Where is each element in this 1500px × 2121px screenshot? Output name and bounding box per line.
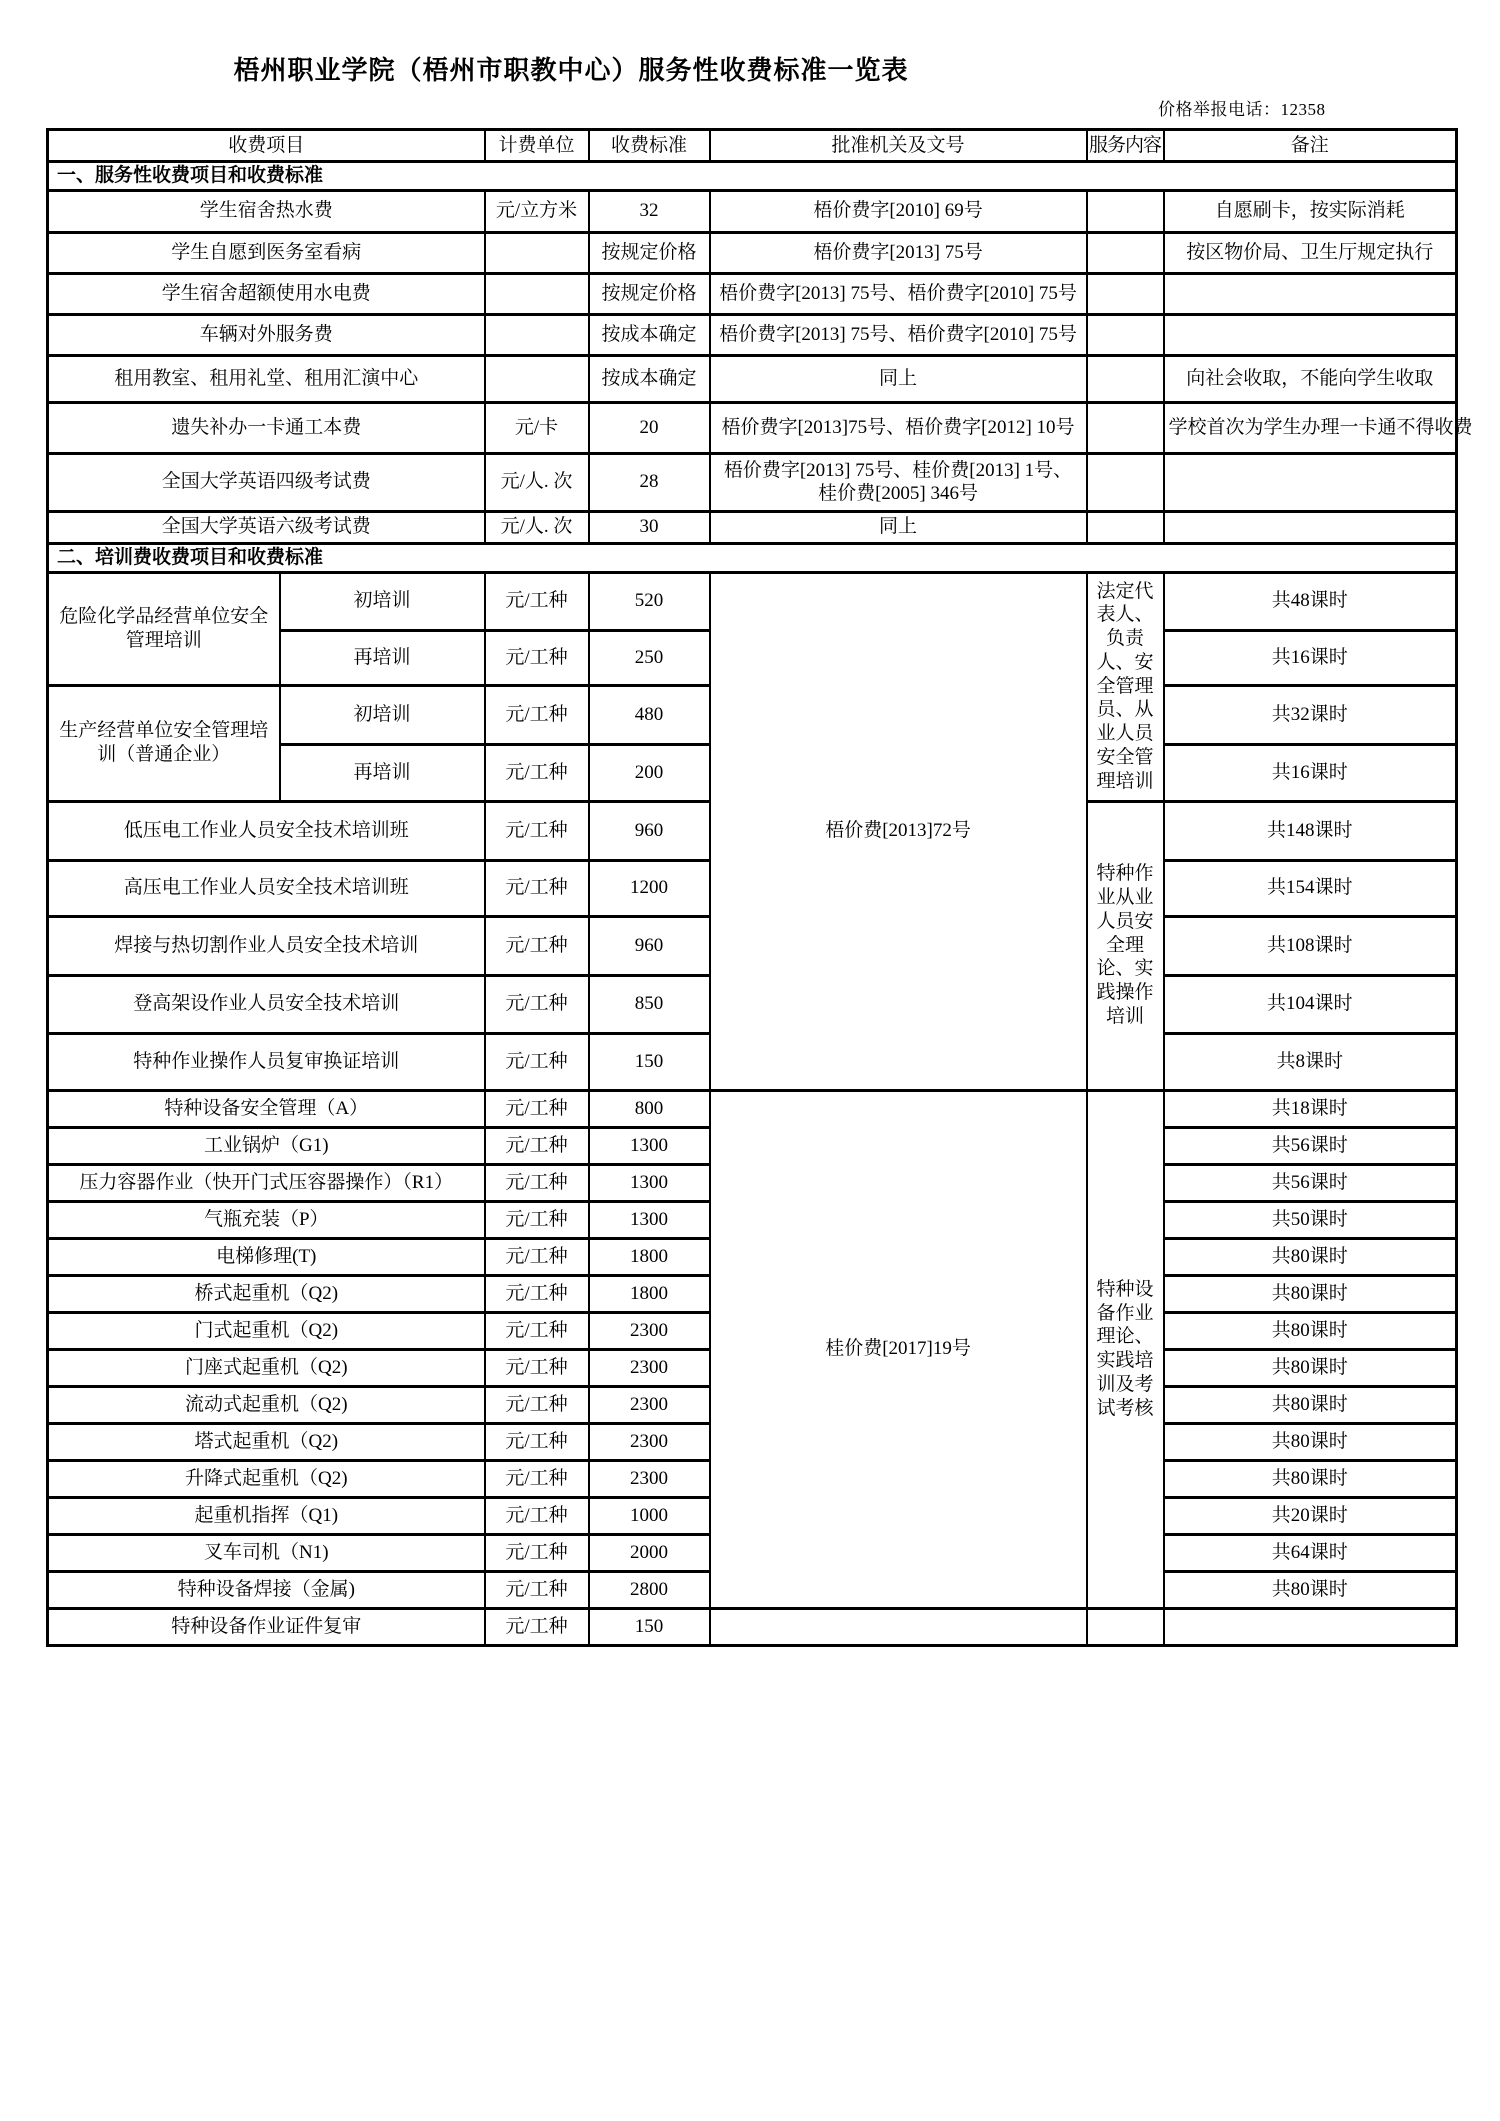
table-row (48, 355, 1457, 402)
item-cell: 全国大学英语六级考试费 (48, 511, 485, 543)
service-cell (1087, 355, 1164, 402)
service-merged-cell: 特种设备作业理论、实践培训及考试考核 (1087, 1090, 1164, 1608)
unit-cell: 元/工种 (485, 1033, 589, 1090)
unit-cell: 元/工种 (485, 1534, 589, 1571)
note-cell: 共16课时 (1164, 744, 1457, 801)
column-header-note: 备注 (1164, 130, 1457, 162)
unit-cell: 元/工种 (485, 1386, 589, 1423)
item-cell: 工业锅炉（G1) (48, 1127, 485, 1164)
unit-cell: 元/工种 (485, 1312, 589, 1349)
note-cell: 自愿刷卡，按实际消耗 (1164, 190, 1457, 232)
authority-cell: 梧价费字[2013] 75号、梧价费字[2010] 75号 (710, 273, 1087, 314)
table-row (48, 190, 1457, 232)
standard-cell: 480 (589, 685, 710, 744)
item-cell: 桥式起重机（Q2) (48, 1275, 485, 1312)
note-cell: 共20课时 (1164, 1497, 1457, 1534)
unit-cell: 元/工种 (485, 1571, 589, 1608)
authority-cell: 同上 (710, 355, 1087, 402)
authority-cell: 梧价费字[2013] 75号、梧价费字[2010] 75号 (710, 314, 1087, 355)
note-cell: 共32课时 (1164, 685, 1457, 744)
unit-cell (485, 314, 589, 355)
note-cell: 共16课时 (1164, 630, 1457, 685)
stage-cell: 再培训 (280, 630, 485, 685)
table-row (48, 314, 1457, 355)
note-cell: 共56课时 (1164, 1127, 1457, 1164)
note-cell: 共148课时 (1164, 801, 1457, 860)
item-cell: 全国大学英语四级考试费 (48, 453, 485, 511)
unit-cell: 元/工种 (485, 744, 589, 801)
authority-cell: 梧价费字[2013] 75号、桂价费[2013] 1号、桂价费[2005] 346号 (710, 453, 1087, 511)
unit-cell: 元/人. 次 (485, 453, 589, 511)
table-row (48, 1090, 1457, 1127)
unit-cell: 元/卡 (485, 402, 589, 453)
unit-cell: 元/工种 (485, 975, 589, 1033)
table-row (48, 232, 1457, 273)
section1-header-row (48, 162, 1457, 191)
item-cell: 特种设备安全管理（A） (48, 1090, 485, 1127)
note-cell: 共80课时 (1164, 1238, 1457, 1275)
item-cell: 低压电工作业人员安全技术培训班 (48, 801, 485, 860)
note-cell: 向社会收取，不能向学生收取 (1164, 355, 1457, 402)
item-cell: 电梯修理(T) (48, 1238, 485, 1275)
service-cell (1087, 190, 1164, 232)
note-cell (1164, 314, 1457, 355)
note-cell: 共80课时 (1164, 1349, 1457, 1386)
note-cell: 共80课时 (1164, 1423, 1457, 1460)
service-cell (1087, 453, 1164, 511)
standard-cell: 1800 (589, 1275, 710, 1312)
authority-cell: 梧价费字[2010] 69号 (710, 190, 1087, 232)
standard-cell: 2300 (589, 1423, 710, 1460)
item-group-cell: 生产经营单位安全管理培训（普通企业） (48, 685, 280, 801)
item-group-cell: 危险化学品经营单位安全管理培训 (48, 572, 280, 685)
standard-cell: 800 (589, 1090, 710, 1127)
page-title: 梧州职业学院（梧州市职教中心）服务性收费标准一览表 (233, 56, 909, 85)
standard-cell: 850 (589, 975, 710, 1033)
note-cell (1164, 511, 1457, 543)
unit-cell: 元/工种 (485, 1090, 589, 1127)
service-cell (1087, 402, 1164, 453)
service-cell (1087, 232, 1164, 273)
table-row (48, 273, 1457, 314)
item-cell: 压力容器作业（快开门式压容器操作）（R1） (48, 1164, 485, 1201)
item-cell: 叉车司机（N1) (48, 1534, 485, 1571)
standard-cell: 20 (589, 402, 710, 453)
table-row (48, 1608, 1457, 1645)
authority-merged-cell: 梧价费[2013]72号 (710, 572, 1087, 1090)
section2-title: 二、培训费收费项目和收费标准 (48, 543, 1457, 572)
standard-cell: 200 (589, 744, 710, 801)
unit-cell: 元/工种 (485, 630, 589, 685)
service-merged-cell: 法定代表人、负责人、安全管理员、从业人员安全管理培训 (1087, 572, 1164, 801)
unit-cell: 元/工种 (485, 860, 589, 916)
item-cell: 门式起重机（Q2) (48, 1312, 485, 1349)
note-cell: 共56课时 (1164, 1164, 1457, 1201)
unit-cell: 元/工种 (485, 1349, 589, 1386)
note-cell: 共80课时 (1164, 1571, 1457, 1608)
standard-cell: 2300 (589, 1460, 710, 1497)
standard-cell: 1300 (589, 1164, 710, 1201)
item-cell: 学生自愿到医务室看病 (48, 232, 485, 273)
item-cell: 气瓶充装（P） (48, 1201, 485, 1238)
standard-cell: 520 (589, 572, 710, 630)
column-header-service: 服务内容 (1087, 130, 1164, 162)
unit-cell: 元/工种 (485, 1608, 589, 1645)
unit-cell: 元/工种 (485, 1238, 589, 1275)
column-header-item: 收费项目 (48, 130, 485, 162)
item-cell: 门座式起重机（Q2) (48, 1349, 485, 1386)
standard-cell: 2800 (589, 1571, 710, 1608)
table-row (48, 511, 1457, 543)
note-cell: 共18课时 (1164, 1090, 1457, 1127)
unit-cell: 元/工种 (485, 572, 589, 630)
item-cell: 登高架设作业人员安全技术培训 (48, 975, 485, 1033)
standard-cell: 2300 (589, 1386, 710, 1423)
standard-cell: 按成本确定 (589, 314, 710, 355)
fee-standard-table (46, 128, 1473, 1647)
price-report-hotline: 价格举报电话：12358 (1158, 100, 1326, 119)
service-merged-cell: 特种作业从业人员安全理论、实践操作培训 (1087, 801, 1164, 1090)
service-cell (1087, 273, 1164, 314)
unit-cell: 元/工种 (485, 801, 589, 860)
unit-cell: 元/工种 (485, 1497, 589, 1534)
item-cell: 特种设备作业证件复审 (48, 1608, 485, 1645)
item-cell: 焊接与热切割作业人员安全技术培训 (48, 916, 485, 975)
unit-cell: 元/工种 (485, 916, 589, 975)
note-cell (1164, 1608, 1457, 1645)
item-cell: 流动式起重机（Q2) (48, 1386, 485, 1423)
standard-cell: 1800 (589, 1238, 710, 1275)
stage-cell: 再培训 (280, 744, 485, 801)
note-cell: 共80课时 (1164, 1386, 1457, 1423)
standard-cell: 32 (589, 190, 710, 232)
item-cell: 特种设备焊接（金属) (48, 1571, 485, 1608)
unit-cell: 元/工种 (485, 685, 589, 744)
column-header-standard: 收费标准 (589, 130, 710, 162)
standard-cell: 按规定价格 (589, 232, 710, 273)
standard-cell: 250 (589, 630, 710, 685)
table-row (48, 572, 1457, 630)
note-cell: 共50课时 (1164, 1201, 1457, 1238)
note-cell: 共8课时 (1164, 1033, 1457, 1090)
standard-cell: 960 (589, 916, 710, 975)
unit-cell (485, 355, 589, 402)
stage-cell: 初培训 (280, 685, 485, 744)
table-row (48, 453, 1457, 511)
item-cell: 学生宿舍热水费 (48, 190, 485, 232)
item-cell: 租用教室、租用礼堂、租用汇演中心 (48, 355, 485, 402)
column-header-unit: 计费单位 (485, 130, 589, 162)
standard-cell: 2000 (589, 1534, 710, 1571)
unit-cell: 元/工种 (485, 1423, 589, 1460)
standard-cell: 1000 (589, 1497, 710, 1534)
authority-cell: 同上 (710, 511, 1087, 543)
note-cell: 共80课时 (1164, 1312, 1457, 1349)
note-cell: 共108课时 (1164, 916, 1457, 975)
note-cell: 共80课时 (1164, 1275, 1457, 1312)
standard-cell: 2300 (589, 1312, 710, 1349)
note-cell (1164, 273, 1457, 314)
standard-cell: 30 (589, 511, 710, 543)
item-cell: 遗失补办一卡通工本费 (48, 402, 485, 453)
unit-cell: 元/工种 (485, 1164, 589, 1201)
section2-header-row (48, 543, 1457, 572)
unit-cell: 元/工种 (485, 1127, 589, 1164)
note-cell: 按区物价局、卫生厅规定执行 (1164, 232, 1457, 273)
standard-cell: 28 (589, 453, 710, 511)
item-cell: 升降式起重机（Q2) (48, 1460, 485, 1497)
note-cell: 共104课时 (1164, 975, 1457, 1033)
authority-cell: 梧价费字[2013] 75号 (710, 232, 1087, 273)
item-cell: 特种作业操作人员复审换证培训 (48, 1033, 485, 1090)
unit-cell: 元/工种 (485, 1275, 589, 1312)
standard-cell: 按规定价格 (589, 273, 710, 314)
authority-merged-cell: 桂价费[2017]19号 (710, 1090, 1087, 1608)
item-cell: 车辆对外服务费 (48, 314, 485, 355)
standard-cell: 2300 (589, 1349, 710, 1386)
note-cell: 共64课时 (1164, 1534, 1457, 1571)
note-cell: 学校首次为学生办理一卡通不得收费 (1164, 402, 1457, 453)
table-header-row (48, 130, 1457, 162)
service-cell (1087, 511, 1164, 543)
standard-cell: 1300 (589, 1127, 710, 1164)
service-cell (1087, 314, 1164, 355)
item-cell: 学生宿舍超额使用水电费 (48, 273, 485, 314)
unit-cell: 元/立方米 (485, 190, 589, 232)
section1-title: 一、服务性收费项目和收费标准 (48, 162, 1457, 191)
item-cell: 高压电工作业人员安全技术培训班 (48, 860, 485, 916)
table-row (48, 402, 1457, 453)
authority-cell: 梧价费字[2013]75号、梧价费字[2012] 10号 (710, 402, 1087, 453)
standard-cell: 1200 (589, 860, 710, 916)
unit-cell (485, 273, 589, 314)
unit-cell: 元/工种 (485, 1460, 589, 1497)
stage-cell: 初培训 (280, 572, 485, 630)
standard-cell: 按成本确定 (589, 355, 710, 402)
note-cell: 共154课时 (1164, 860, 1457, 916)
note-cell (1164, 453, 1457, 511)
note-cell: 共80课时 (1164, 1460, 1457, 1497)
standard-cell: 150 (589, 1033, 710, 1090)
unit-cell: 元/工种 (485, 1201, 589, 1238)
item-cell: 起重机指挥（Q1) (48, 1497, 485, 1534)
authority-cell (710, 1608, 1087, 1645)
unit-cell: 元/人. 次 (485, 511, 589, 543)
service-cell (1087, 1608, 1164, 1645)
standard-cell: 960 (589, 801, 710, 860)
column-header-authority: 批准机关及文号 (710, 130, 1087, 162)
standard-cell: 1300 (589, 1201, 710, 1238)
item-cell: 塔式起重机（Q2) (48, 1423, 485, 1460)
note-cell: 共48课时 (1164, 572, 1457, 630)
standard-cell: 150 (589, 1608, 710, 1645)
unit-cell (485, 232, 589, 273)
